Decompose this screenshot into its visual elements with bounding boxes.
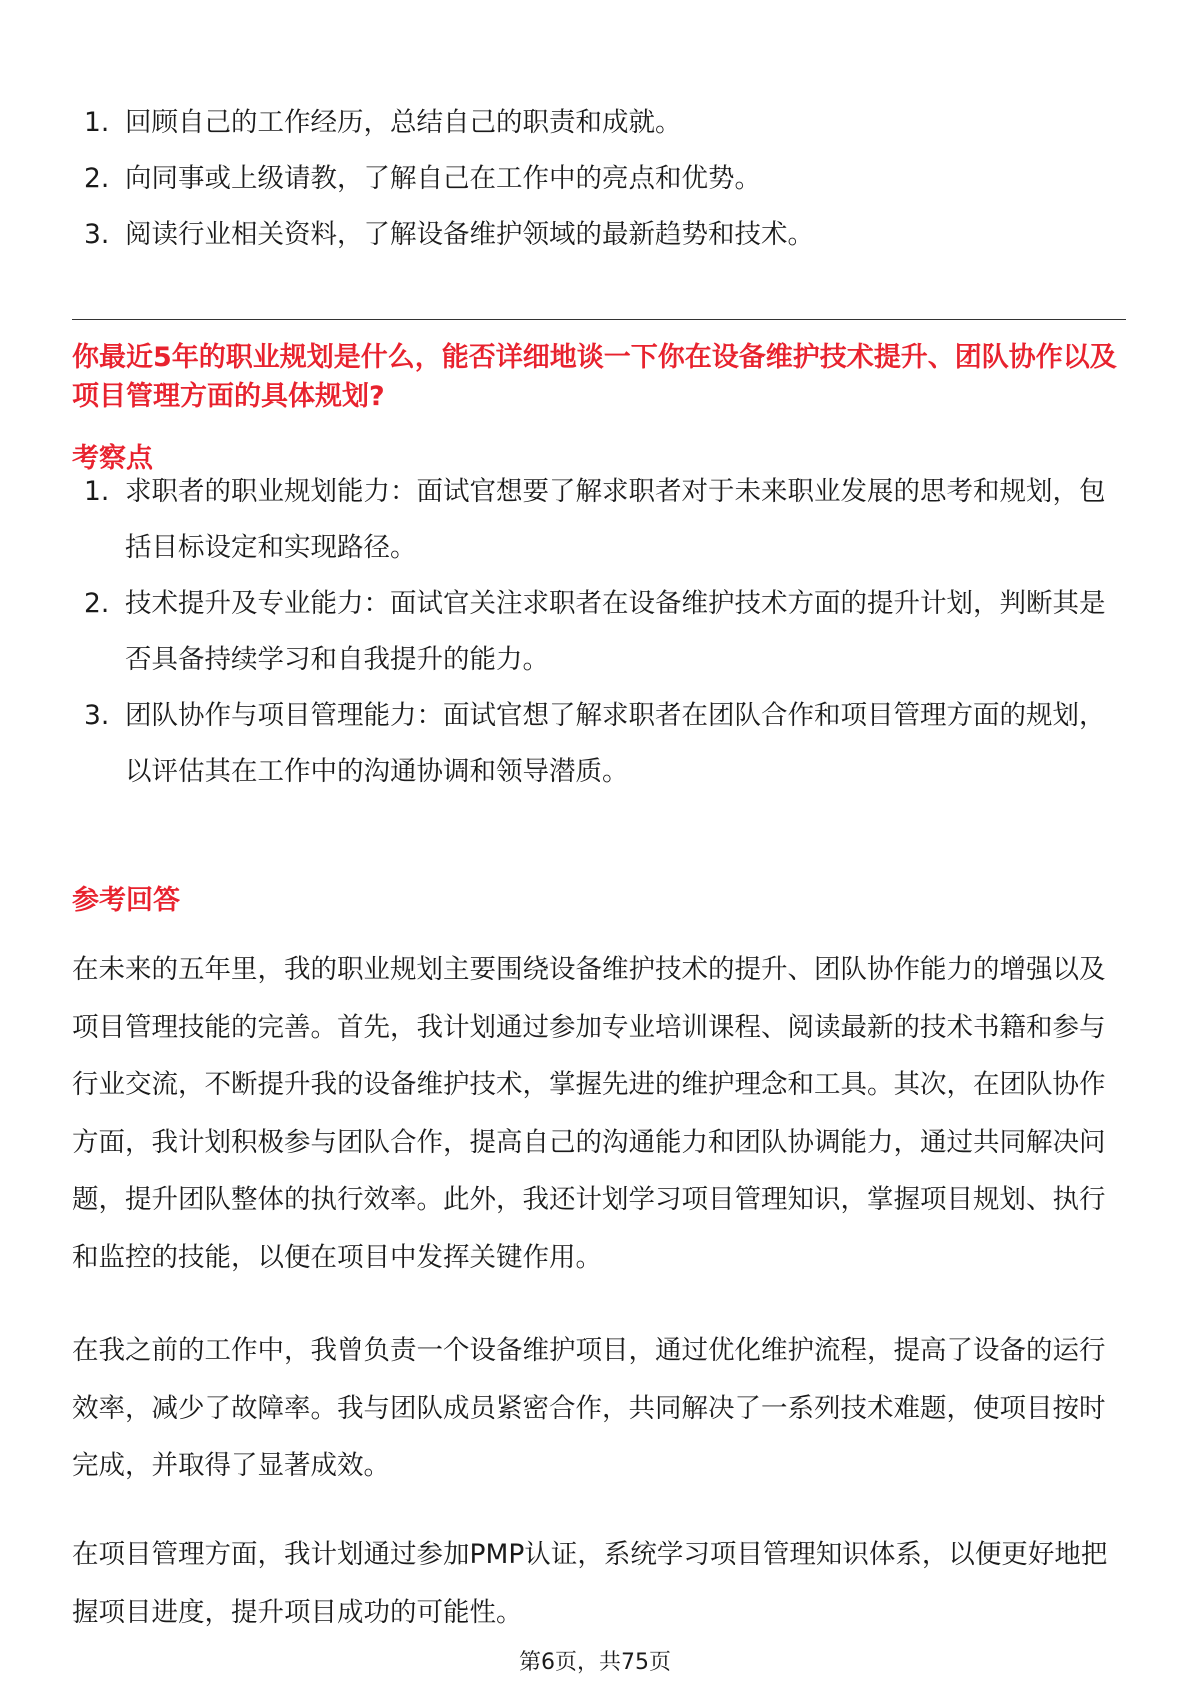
list-number: 1. [84, 107, 110, 138]
answer-paragraph: 在我之前的工作中，我曾负责一个设备维护项目，通过优化维护流程，提高了设备的运行效率，减少了故障率。我与团队成员紧密合作，共同解决了一系列技术难题，使项目按时完成，并取得了显著成效。 [72, 1335, 1106, 1481]
answer-paragraph: 在未来的五年里，我的职业规划主要围绕设备维护技术的提升、团队协作能力的增强以及项目管理技能的完善。首先，我计划通过参加专业培训课程、阅读最新的技术书籍和参与行业交流，不断提升我的设备维护技术，掌握先进的维护理念和工具。其次，在团队协作方面，我计划积极参与团队合作，提高自己的沟通能力和团队协调能力，通过共同解决问题，提升团队整体的执行效率。此外，我还计划学习项目管理知识，掌握项目规划、执行和监控的技能，以便在项目中发挥关键作用。 [72, 954, 1106, 1273]
list-text: 阅读行业相关资料，了解设备维护领域的最新趋势和技术。 [125, 219, 814, 250]
list-item [0, 464, 1190, 576]
section-divider [72, 319, 1126, 320]
intro-list [0, 95, 1190, 263]
points-title: 考察点 [72, 443, 153, 474]
list-text: 求职者的职业规划能力：面试官想要了解求职者对于未来职业发展的思考和规划，包括目标设定和实现路径。 [125, 476, 1106, 563]
list-number: 1. [84, 476, 110, 507]
list-item [0, 95, 1190, 151]
list-number: 3. [84, 219, 110, 250]
list-item [0, 688, 1190, 800]
answer-paragraph: 在项目管理方面，我计划通过参加PMP认证，系统学习项目管理知识体系，以便更好地把握项目进度，提升项目成功的可能性。 [72, 1539, 1108, 1628]
list-text: 回顾自己的工作经历，总结自己的职责和成就。 [125, 107, 682, 138]
points-list [0, 464, 1190, 800]
list-item [0, 576, 1190, 688]
list-text: 团队协作与项目管理能力：面试官想了解求职者在团队合作和项目管理方面的规划，以评估其在工作中的沟通协调和领导潜质。 [125, 700, 1106, 787]
list-number: 2. [84, 163, 110, 194]
answer-title: 参考回答 [72, 885, 180, 916]
list-item [0, 151, 1190, 207]
list-text: 向同事或上级请教，了解自己在工作中的亮点和优势。 [125, 163, 761, 194]
list-text: 技术提升及专业能力：面试官关注求职者在设备维护技术方面的提升计划，判断其是否具备持续学习和自我提升的能力。 [125, 588, 1106, 675]
list-number: 2. [84, 588, 110, 619]
question-heading: 你最近5年的职业规划是什么，能否详细地谈一下你在设备维护技术提升、团队协作以及项目管理方面的具体规划? [72, 342, 1117, 412]
page-footer: 第6页，共75页 [519, 1650, 671, 1675]
list-number: 3. [84, 700, 110, 731]
list-item [0, 207, 1190, 263]
